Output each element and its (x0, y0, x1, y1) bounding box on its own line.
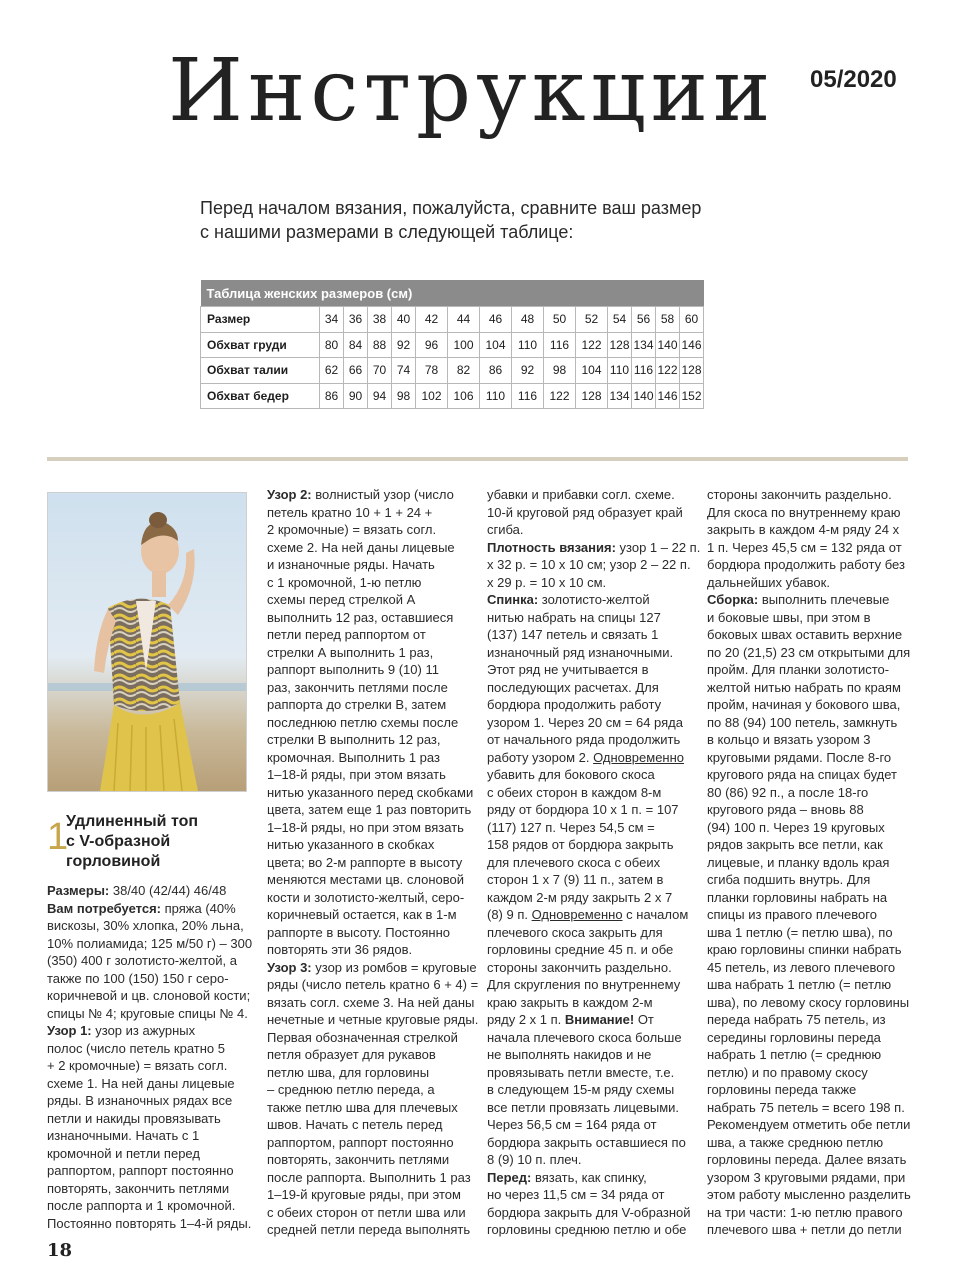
text-line: набрать 1 петлю (= среднюю (707, 1047, 882, 1062)
size-cell: 66 (344, 358, 368, 384)
text-line: последующих расчетах. Для (487, 679, 659, 695)
text-line: кости и золотисто-желтый, серо- (267, 889, 465, 905)
text-line: Рекомендуем отметить обе петли (707, 1117, 911, 1132)
text-line: Для скругления по внутреннему (487, 977, 681, 992)
text-line: раппорта до стрелки В, затем (267, 697, 447, 712)
text-line: изнаночный ряд изнаночными. (487, 644, 674, 660)
size-cell: 110 (480, 383, 512, 409)
text-line: последнюю петлю схемы после (267, 714, 459, 730)
size-cell: 80 (320, 332, 344, 358)
text-line: изнаночными. Начать с 1 (47, 1128, 200, 1143)
text-line: с обеих сторон в каждом 8-м (487, 784, 662, 800)
text-line: бордюра продолжить работу (487, 697, 662, 712)
intro-line: Перед началом вязания, пожалуйста, сравните ваш размер (200, 198, 702, 218)
text-line: раз, закончить петлями после (267, 679, 448, 695)
text-line: провязывать петли вместе, т.е. (487, 1064, 675, 1080)
text-line: петель кратно 10 + 1 + 24 + (267, 504, 433, 520)
text-line: петли перед раппортом от (267, 627, 426, 642)
text-line: кругового ряда на спицах будет (707, 767, 897, 782)
text-line: в кольцо и вязать узором 3 (707, 732, 871, 747)
size-row-label: Обхват бедер (201, 383, 320, 409)
text-line: по 88 (94) 100 петель, замкнуть (707, 714, 898, 730)
text-line: ряду от бордюра 10 х 1 п. = 107 (487, 802, 679, 817)
text-line: плечевого шва + петли до петли (707, 1222, 902, 1237)
text-line: повторять эти 36 рядов. (267, 942, 413, 957)
text-line: круговыми рядами. После 8-го (707, 749, 892, 765)
text-line: 45 петель, из левого плечевого (707, 959, 896, 975)
text-line: спицы № 4; круговые спицы № 4. (47, 1005, 248, 1021)
text-line: переда набрать 75 петель, из (707, 1012, 886, 1027)
size-cell: 34 (320, 307, 344, 333)
size-cell: 88 (368, 332, 392, 358)
size-row-label: Обхват груди (201, 332, 320, 358)
text-line: горловины среднюю петлю и обе (487, 1222, 687, 1237)
text-line: Плотность вязания: узор 1 – 22 п. (487, 539, 701, 555)
size-cell: 36 (344, 307, 368, 333)
text-line: х 32 р. = 10 х 10 см; узор 2 – 22 п. (487, 557, 691, 572)
text-line: (8) 9 п. Одновременно с началом (487, 907, 689, 922)
text-line: – среднюю петлю переда, а (267, 1082, 435, 1097)
item-title-line: Удлиненный топ (66, 813, 198, 830)
text-line: в следующем 15-м ряду схемы (487, 1082, 675, 1097)
text-line: от начального ряда продолжить (487, 732, 681, 747)
text-line: + 2 кромочные) = вязать согл. (47, 1058, 228, 1073)
text-line: после раппорта. Выполнить 1 раз (267, 1169, 471, 1185)
text-line: Первая обозначенная стрелкой (267, 1029, 458, 1045)
text-line: сгиба. (487, 522, 524, 537)
text-line: набрать 75 петель = всего 198 п. (707, 1099, 905, 1115)
text-line: (137) 147 петель и связать 1 (487, 627, 659, 642)
text-line: убавки и прибавки согл. схеме. (487, 487, 675, 502)
size-cell: 50 (544, 307, 576, 333)
text-line: каждом 2-м ряду закрыть 2 х 7 (487, 889, 673, 905)
page-title: Инструкции (168, 41, 776, 141)
text-line: кромочной и петли перед (47, 1145, 200, 1161)
text-line: краю горловины спинки набрать (707, 942, 902, 957)
size-cell: 82 (448, 358, 480, 384)
text-line: стороны закончить раздельно. (707, 487, 892, 502)
page-number: 18 (47, 1240, 73, 1261)
size-cell: 60 (680, 307, 704, 333)
size-table-row (201, 332, 704, 358)
text-line: убавить для бокового скоса (487, 767, 655, 782)
size-cell: 54 (608, 307, 632, 333)
text-line: по 20 (21,5) 23 см открытыми для (707, 644, 911, 660)
size-table-body (201, 307, 704, 409)
issue-number: 05/2020 (810, 66, 897, 93)
text-line: спицы из правого плечевого (707, 907, 877, 922)
size-cell: 70 (368, 358, 392, 384)
size-cell: 56 (632, 307, 656, 333)
text-line: выполнить 12 раз, оставшиеся (267, 609, 454, 625)
text-line: бордюра закрыть оставшиеся по (487, 1134, 686, 1150)
text-line: рядов закрыть все петли, как (707, 837, 883, 852)
size-cell: 122 (576, 332, 608, 358)
text-line: краю закрыть в каждом 2-м (487, 994, 653, 1010)
size-cell: 52 (576, 307, 608, 333)
text-line: ряды (число петель кратно 6 + 4) = (267, 977, 479, 992)
text-line: 1–18-й ряды, но при этом вязать (267, 819, 464, 835)
text-line: петля образует для рукавов (267, 1047, 436, 1062)
text-line: повторять, закончить петлями (267, 1152, 450, 1167)
text-line: шва набрать 1 петлю (= петлю (707, 977, 892, 992)
size-cell: 94 (368, 383, 392, 409)
text-line: нитью указанного перед скобками (267, 784, 474, 800)
text-line: повторять, закончить петлями (47, 1180, 230, 1196)
size-cell: 84 (344, 332, 368, 358)
size-cell: 110 (608, 358, 632, 384)
size-cell: 116 (632, 358, 656, 384)
size-cell: 38 (368, 307, 392, 333)
text-line: работу узором 2. Одновременно (487, 749, 685, 765)
text-line: желтой нитью набрать по краям (707, 679, 901, 695)
text-line: Спинка: золотисто-желтой (487, 592, 650, 607)
size-cell: 134 (608, 383, 632, 409)
text-line: не выполнять накидов и не (487, 1047, 652, 1062)
size-cell: 152 (680, 383, 704, 409)
text-line: Размеры: 38/40 (42/44) 46/48 (47, 883, 227, 898)
size-table-row (201, 307, 704, 333)
text-line: раппорт выполнить 9 (10) 11 (267, 662, 439, 677)
size-cell: 40 (392, 307, 416, 333)
text-line: все петли провязать лицевыми. (487, 1099, 680, 1115)
size-cell: 98 (544, 358, 576, 384)
size-cell: 98 (392, 383, 416, 409)
text-column-1 (47, 882, 253, 1232)
text-line: цвета, затем еще 1 раз повторить (267, 802, 472, 817)
size-cell: 44 (448, 307, 480, 333)
text-line: планки горловины набрать на (707, 889, 888, 905)
text-line: меняются местами цв. слоновой (267, 872, 465, 887)
text-line: но через 11,5 см = 34 ряда от (487, 1187, 665, 1202)
text-line: пройм, начиная у бокового шва, (707, 697, 901, 712)
size-cell: 134 (632, 332, 656, 358)
text-line: стрелки В выполнить 12 раз, (267, 732, 441, 747)
text-line: стороны закончить раздельно. (487, 959, 672, 975)
product-photo (47, 492, 247, 792)
text-line: также по 100 (150) 150 г серо- (47, 970, 229, 986)
text-line: начала плечевого скоса больше (487, 1029, 682, 1045)
text-line: горловины переда также (707, 1082, 857, 1097)
text-column-3 (487, 486, 701, 1239)
text-line: на три части: 1-ю петлю правого (707, 1204, 903, 1220)
text-line: боковых швах оставить верхние (707, 627, 903, 642)
size-cell: 78 (416, 358, 448, 384)
size-row-label: Размер (201, 307, 320, 333)
text-line: горловины средние 45 п. и обе (487, 942, 674, 957)
text-line: (94) 100 п. Через 19 круговых (707, 819, 885, 835)
text-line: 80 (86) 92 п., а после 18-го (707, 784, 869, 800)
text-line: 2 кромочные) = вязать согл. (267, 522, 437, 537)
size-cell: 92 (392, 332, 416, 358)
text-line: лицевые, и планку вдоль края (707, 854, 890, 870)
size-cell: 116 (544, 332, 576, 358)
size-cell: 122 (544, 383, 576, 409)
size-cell: 110 (512, 332, 544, 358)
text-line: петлю шва, для горловины (267, 1064, 430, 1080)
item-title-line: горловиной (66, 853, 161, 870)
size-table-row (201, 383, 704, 409)
text-line: середины горловины переда (707, 1029, 881, 1045)
text-line: горловины переда. Далее вязать (707, 1152, 907, 1167)
text-line: схеме 1. На ней даны лицевые (47, 1075, 235, 1091)
intro-text (200, 196, 760, 244)
text-column-4 (707, 486, 911, 1239)
text-line: и изнаночные ряды. Начать (267, 557, 435, 572)
text-line: Для скоса по внутреннему краю (707, 504, 901, 520)
text-line: коричневый остается, как в 1-м (267, 907, 457, 922)
size-cell: 100 (448, 332, 480, 358)
text-line: пройм. Для планки золотисто- (707, 662, 890, 677)
text-line: схеме 2. На ней даны лицевые (267, 539, 455, 555)
text-line: также петлю шва для плечевых (267, 1099, 458, 1115)
text-line: (350) 400 г золотисто-желтой, а (47, 953, 237, 968)
size-cell: 96 (416, 332, 448, 358)
size-cell: 122 (656, 358, 680, 384)
intro-line: с нашими размерами в следующей таблице: (200, 222, 574, 242)
size-cell: 92 (512, 358, 544, 384)
text-line: 10-й круговой ряд образует край (487, 504, 683, 520)
text-line: х 29 р. = 10 х 10 см. (487, 574, 607, 590)
item-title (66, 812, 246, 872)
text-column-2 (267, 486, 479, 1239)
text-line: для плечевого скоса с обеих (487, 854, 661, 870)
text-line: Сборка: выполнить плечевые (707, 592, 890, 607)
size-table-row (201, 358, 704, 384)
size-cell: 128 (680, 358, 704, 384)
text-line: шва), по левому скосу горловины (707, 994, 910, 1010)
text-line: ряды. В изнаночных рядах все (47, 1093, 233, 1108)
size-cell: 42 (416, 307, 448, 333)
text-line: раппортом, раппорт постоянно (47, 1163, 234, 1178)
size-cell: 128 (576, 383, 608, 409)
text-line: 8 (9) 10 п. плеч. (487, 1152, 582, 1167)
text-line: 1 п. Через 45,5 см = 132 ряда от (707, 539, 902, 555)
text-line: кромочная. Выполнить 1 раз (267, 749, 440, 765)
text-line: нечетные и четные круговые ряды. (267, 1012, 479, 1027)
text-line: плечевого скоса закрыть для (487, 924, 663, 940)
text-line: дальнейших убавок. (707, 574, 830, 590)
size-cell: 90 (344, 383, 368, 409)
text-line: узором 3 круговыми рядами, при (707, 1169, 906, 1185)
text-line: Узор 2: волнистый узор (число (267, 487, 454, 502)
text-line: швов. Начать с петель перед (267, 1117, 443, 1132)
text-line: закрыть в каждом 4-м ряду 24 х (707, 522, 900, 537)
text-line: Через 56,5 см = 164 ряда от (487, 1117, 657, 1132)
size-cell: 146 (656, 383, 680, 409)
size-cell: 106 (448, 383, 480, 409)
section-divider (47, 457, 908, 461)
text-line: Перед: вязать, как спинку, (487, 1169, 647, 1185)
size-row-label: Обхват талии (201, 358, 320, 384)
text-line: средней петли переда выполнять (267, 1222, 471, 1237)
size-cell: 140 (656, 332, 680, 358)
text-line: полос (число петель кратно 5 (47, 1040, 225, 1056)
text-line: сгиба подшить внутрь. Для (707, 872, 871, 887)
text-line: Вам потребуется: пряжа (40% (47, 900, 236, 916)
text-line: 10% полиамида; 125 м/50 г) – 300 (47, 935, 253, 951)
item-number: 1 (47, 816, 69, 858)
size-cell: 104 (480, 332, 512, 358)
text-line: раппортом, раппорт постоянно (267, 1134, 454, 1150)
text-line: Узор 3: узор из ромбов = круговые (267, 959, 477, 975)
text-line: ряду 2 х 1 п. Внимание! От (487, 1012, 654, 1027)
text-line: Узор 1: узор из ажурных (47, 1023, 196, 1038)
size-cell: 62 (320, 358, 344, 384)
size-cell: 102 (416, 383, 448, 409)
text-line: шва 1 петлю (= петлю шва), по (707, 924, 893, 940)
text-line: стрелки А выполнить 1 раз, (267, 644, 434, 660)
text-line: (117) 127 п. Через 54,5 см = (487, 819, 655, 835)
text-line: этом работу мысленно разделить (707, 1187, 911, 1202)
size-cell: 116 (512, 383, 544, 409)
size-cell: 86 (320, 383, 344, 409)
text-line: сторон 1 х 7 (9) 11 п., затем в (487, 872, 664, 887)
size-cell: 58 (656, 307, 680, 333)
size-table (200, 280, 704, 409)
size-cell: 104 (576, 358, 608, 384)
text-line: узором 1. Через 20 см = 64 ряда (487, 714, 683, 730)
text-line: вязать согл. схеме 3. На ней даны (267, 994, 475, 1010)
text-line: кругового ряда – вновь 88 (707, 802, 864, 817)
size-table-caption: Таблица женских размеров (см) (201, 280, 704, 307)
text-line: 158 рядов от бордюра закрыть (487, 837, 674, 852)
text-line: после раппорта и 1 кромочной. (47, 1198, 236, 1213)
text-line: бордюра закрыть для V-образной (487, 1204, 691, 1220)
text-line: Постоянно повторять 1–4-й ряды. (47, 1215, 252, 1231)
text-line: шва, а также среднюю петлю (707, 1134, 884, 1150)
text-line: коричневой и цв. слоновой кости; (47, 988, 251, 1003)
text-line: раппорте в высоту. Постоянно (267, 924, 450, 940)
text-line: 1–18-й ряды, при этом вязать (267, 767, 446, 782)
size-cell: 46 (480, 307, 512, 333)
text-line: Этот ряд не учитывается в (487, 662, 649, 677)
item-title-line: с V-образной (66, 833, 171, 850)
text-line: с 1 кромочной, 1-ю петлю (267, 574, 422, 590)
text-line: вискозы, 30% хлопка, 20% льна, (47, 918, 244, 933)
size-cell: 74 (392, 358, 416, 384)
text-line: и боковые швы, при этом в (707, 609, 871, 625)
size-cell: 140 (632, 383, 656, 409)
text-line: цвета; во 2-м раппорте в высоту (267, 854, 463, 870)
size-cell: 128 (608, 332, 632, 358)
text-line: петлю) и по правому скосу (707, 1064, 868, 1080)
size-cell: 48 (512, 307, 544, 333)
text-line: нитью набрать на спицы 127 (487, 609, 661, 625)
text-line: 1–19-й круговые ряды, при этом (267, 1187, 461, 1202)
size-cell: 146 (680, 332, 704, 358)
text-line: петли и накиды провязывать (47, 1110, 221, 1126)
text-line: с обеих сторон от петли шва или (267, 1204, 466, 1220)
size-cell: 86 (480, 358, 512, 384)
text-line: бордюра продолжить работу без (707, 557, 905, 572)
text-line: нитью указанного в скобках (267, 837, 435, 852)
text-line: схемы перед стрелкой А (267, 592, 416, 607)
